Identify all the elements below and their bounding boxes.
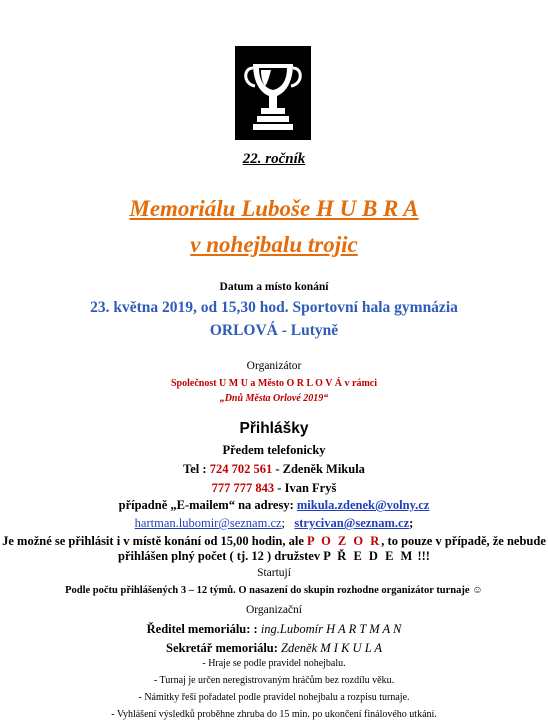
note-text-a: Je možné se přihlásit i v místě konání od 15,00 hodin, ale	[2, 534, 304, 548]
trophy-cup-icon	[235, 46, 311, 140]
teams-label: Startují	[257, 567, 291, 579]
date-place-label: Datum a místo konání	[219, 281, 329, 293]
rule-item: - Turnaj je určen neregistrovaným hráčům bez rozdílu věku.	[153, 675, 395, 686]
event-date-venue: 23. května 2019, od 15,30 hod. Sportovní hala gymnázia	[90, 299, 458, 316]
secretary-name: Zdeněk M I K U L A	[281, 641, 382, 655]
teams-text: Podle počtu přihlášených 3 – 12 týmů. O nasazení do skupin rozhodne organizátor turnaje ☺	[65, 585, 483, 596]
email-line-2	[0, 516, 548, 531]
note-exclamation: !!!	[417, 549, 430, 563]
secretary-line	[0, 641, 548, 656]
memorial-subtitle: v nohejbalu trojic	[190, 232, 358, 257]
director-label: Ředitel memoriálu: :	[146, 622, 258, 636]
note-text-b: , to pouze v případě, že nebude	[381, 534, 546, 548]
registration-by-phone: Předem telefonicky	[222, 443, 326, 457]
email-line-1	[0, 498, 548, 513]
rule-item: - Vyhlášení výsledků proběhne zhruba do 15 min. po ukončení finálového utkání.	[111, 709, 437, 720]
event-location: ORLOVÁ - Lutyně	[209, 322, 339, 339]
contact-name-2: - Ivan Fryš	[277, 481, 337, 495]
rule-item: - Hraje se podle pravidel nohejbalu.	[202, 658, 346, 669]
email-link-hartman[interactable]: hartman.lubomir@seznam.cz	[134, 516, 282, 530]
email-suffix: ;	[409, 516, 414, 530]
rule-item: - Námitky řeší pořadatel podle pravidel nohejbalu a rozpisu turnaje.	[138, 692, 410, 703]
email-link-strycivan[interactable]: strycivan@seznam.cz	[294, 516, 410, 530]
registration-heading: Přihlášky	[239, 420, 309, 437]
organizer-event-name: „Dnů Města Orlové 2019“	[219, 393, 329, 404]
tel-label: Tel :	[183, 462, 207, 476]
organizer-label: Organizátor	[246, 360, 302, 372]
director-name: ing.Lubomír H A R T M A N	[260, 622, 402, 636]
pozor-warning: P O Z O R	[307, 534, 382, 548]
contact-name-1: - Zdeněk Mikula	[275, 462, 365, 476]
email-link-mikula[interactable]: mikula.zdenek@volny.cz	[296, 498, 430, 512]
organizational-label: Organizační	[246, 604, 302, 616]
phone-line-2	[0, 481, 548, 496]
memorial-title: Memoriálu Luboše H U B R A	[129, 196, 419, 221]
email-prefix: případně „E-mailem“ na adresy:	[118, 498, 294, 512]
note-text-c: přihlášen plný počet ( tj. 12 ) družstev	[118, 549, 321, 563]
late-registration-note-1	[0, 534, 548, 549]
late-registration-note-2	[0, 549, 548, 564]
email-separator: ;	[281, 516, 286, 530]
organizer-line: Společnost U M U a Město O R L O V Á v rámci	[170, 378, 377, 389]
phone-number-2[interactable]: 777 777 843	[211, 481, 275, 495]
edition-label: 22. ročník	[242, 151, 306, 167]
director-line	[0, 622, 548, 637]
predem-emphasis: P Ř E D E M	[323, 549, 415, 563]
secretary-label: Sekretář memoriálu:	[166, 641, 278, 655]
phone-number-1[interactable]: 724 702 561	[209, 462, 273, 476]
phone-line-1	[0, 462, 548, 477]
